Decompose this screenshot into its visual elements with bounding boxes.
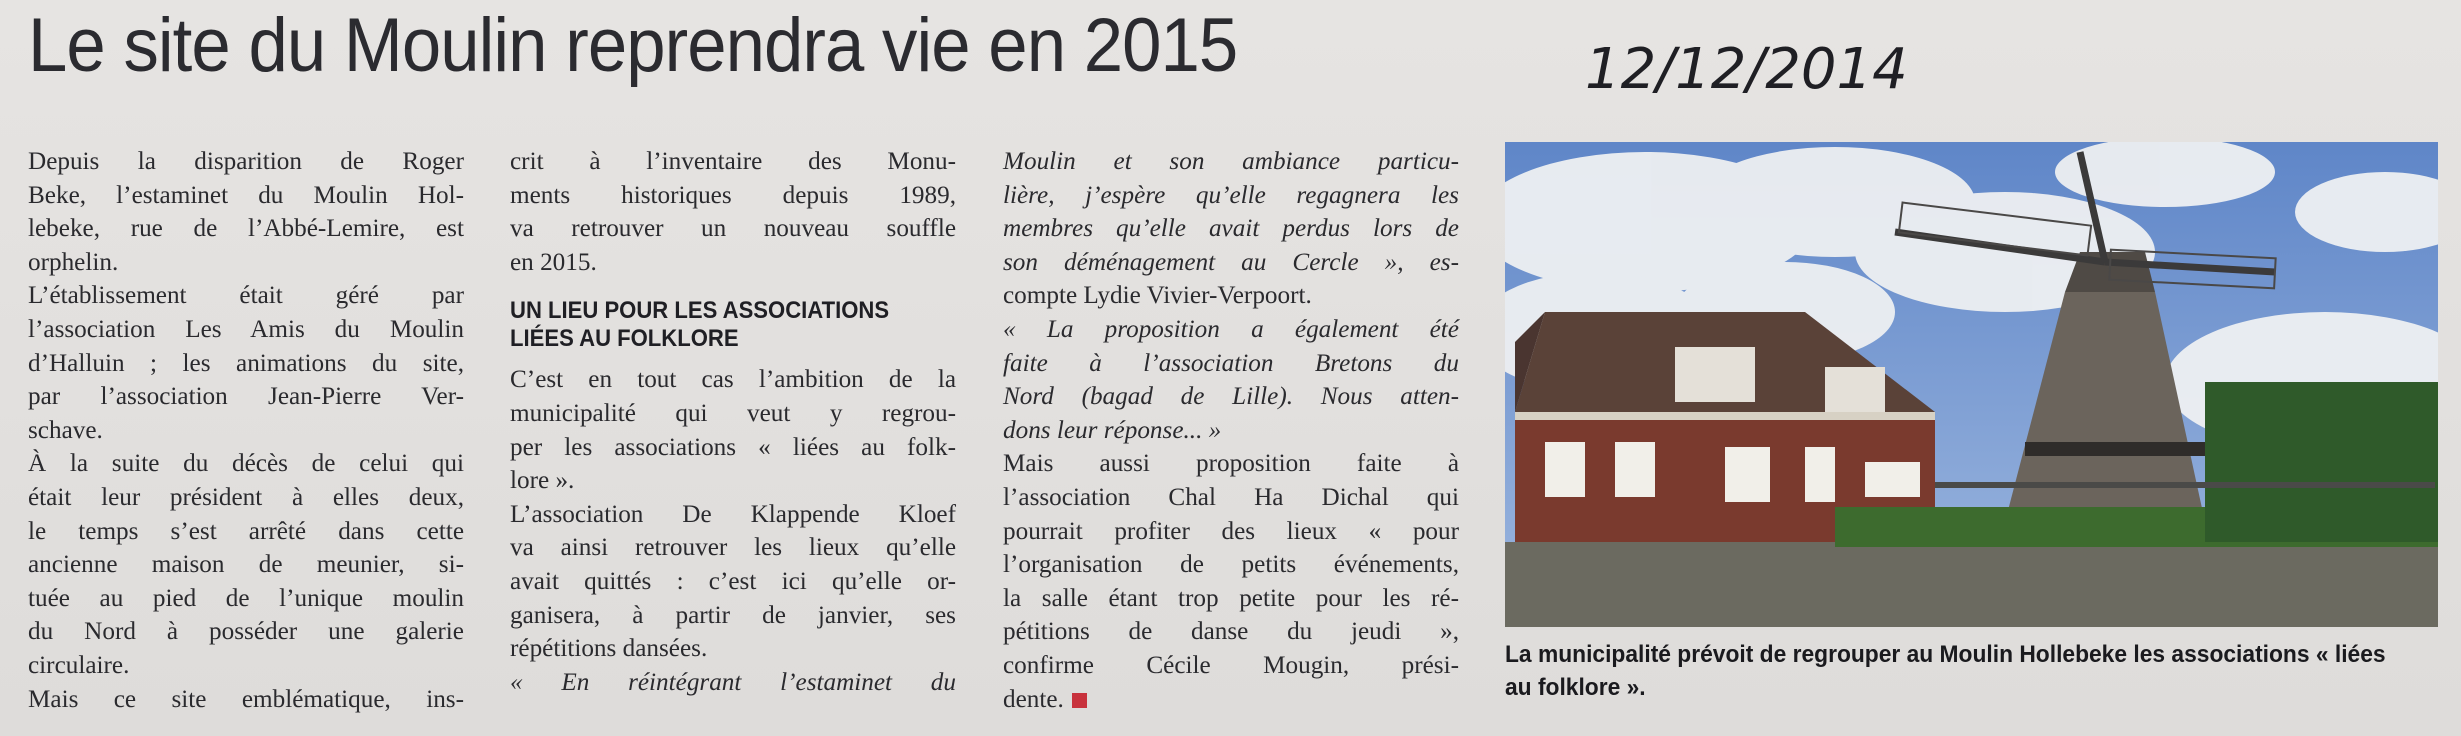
text-line: Mais aussi proposition faite à <box>1003 450 1459 478</box>
text-line: ganisera, à partir de janvier, ses <box>510 601 956 629</box>
text-line: par l’association Jean-Pierre Ver- <box>28 383 464 411</box>
text-line: son déménagement au Cercle », es- <box>1003 248 1459 276</box>
text-line: L’association De Klappende Kloef <box>510 500 956 528</box>
text-line: l’association Chal Ha Dichal qui <box>1003 483 1459 511</box>
text-line: d’Halluin ; les animations du site, <box>28 349 464 377</box>
headline: Le site du Moulin reprendra vie en 2015 <box>28 3 1238 88</box>
handwritten-date-text: 12/12/2014 <box>1585 37 1908 102</box>
text-line: « La proposition a également été <box>1003 315 1459 343</box>
text-line: lore ». <box>510 467 575 495</box>
text-line: compte Lydie Vivier-Verpoort. <box>1003 282 1312 310</box>
text-line: va ainsi retrouver les lieux qu’elle <box>510 534 956 562</box>
text-line: Depuis la disparition de Roger <box>28 148 464 175</box>
text-line: la salle étant trop petite pour les ré- <box>1003 584 1459 612</box>
text-line: schave. <box>28 416 103 444</box>
text-line: ancienne maison de meunier, si- <box>28 551 464 579</box>
text-line: dons leur réponse... » <box>1003 416 1222 444</box>
article-column-3 <box>1003 145 1459 716</box>
text-line: va retrouver un nouveau souffle <box>510 215 956 243</box>
section-subhead <box>510 297 920 353</box>
text-line: était leur président à elles deux, <box>28 483 464 511</box>
text-line: l’organisation de petits événements, <box>1003 551 1459 579</box>
text-line: Beke, l’estaminet du Moulin Hol- <box>28 181 464 209</box>
text-line: avait quittés : c’est ici qu’elle or- <box>510 567 956 595</box>
windmill-photo <box>1505 142 2438 627</box>
text-line: répétitions dansées. <box>510 635 708 663</box>
text-line: tuée au pied de l’unique moulin <box>28 584 464 612</box>
text-line: municipalité qui veut y regrou- <box>510 399 956 427</box>
text-line: C’est en tout cas l’ambition de la <box>510 366 956 394</box>
text-line: ments historiques depuis 1989, <box>510 181 956 209</box>
text-line: confirme Cécile Mougin, prési- <box>1003 651 1459 679</box>
text-line: Nord (bagad de Lille). Nous atten- <box>1003 383 1459 411</box>
text-line: per les associations « liées au folk- <box>510 433 956 461</box>
text-line: circulaire. <box>28 651 130 679</box>
subhead-line: UN LIEU POUR LES ASSOCIATIONS <box>510 297 890 325</box>
text-line: pétitions de danse du jeudi », <box>1003 618 1459 646</box>
text-line: L’établissement était géré par <box>28 282 464 310</box>
text-line: du Nord à posséder une galerie <box>28 618 464 646</box>
handwritten-date <box>1575 20 2055 160</box>
text-line: lebeke, rue de l’Abbé-Lemire, est <box>28 215 464 243</box>
text-line: Moulin et son ambiance particu- <box>1003 148 1459 175</box>
text-line: en 2015. <box>510 248 597 276</box>
photo-caption: La municipalité prévoit de regrouper au Moulin Hollebeke les associations « liées au folklore ». <box>1505 641 2386 701</box>
text-line: pourrait profiter des lieux « pour <box>1003 517 1459 545</box>
text-line: dente. <box>1003 683 1459 717</box>
article-column-2 <box>510 145 956 699</box>
text-line: Mais ce site emblématique, ins- <box>28 685 464 713</box>
end-of-article-mark <box>1072 693 1087 708</box>
text-line: « En réintégrant l’estaminet du <box>510 668 956 696</box>
text-line: À la suite du décès de celui qui <box>28 450 464 478</box>
article-column-1 <box>28 145 464 716</box>
text-line: lière, j’espère qu’elle regagnera les <box>1003 181 1459 209</box>
text-line: membres qu’elle avait perdus lors de <box>1003 215 1459 243</box>
text-line: le temps s’est arrêté dans cette <box>28 517 464 545</box>
text-line: l’association Les Amis du Moulin <box>28 315 464 343</box>
text-line: crit à l’inventaire des Monu- <box>510 148 956 175</box>
text-line: faite à l’association Bretons du <box>1003 349 1459 377</box>
text-line: orphelin. <box>28 248 119 276</box>
subhead-line: LIÉES AU FOLKLORE <box>510 325 739 353</box>
article-photo <box>1505 142 2438 627</box>
